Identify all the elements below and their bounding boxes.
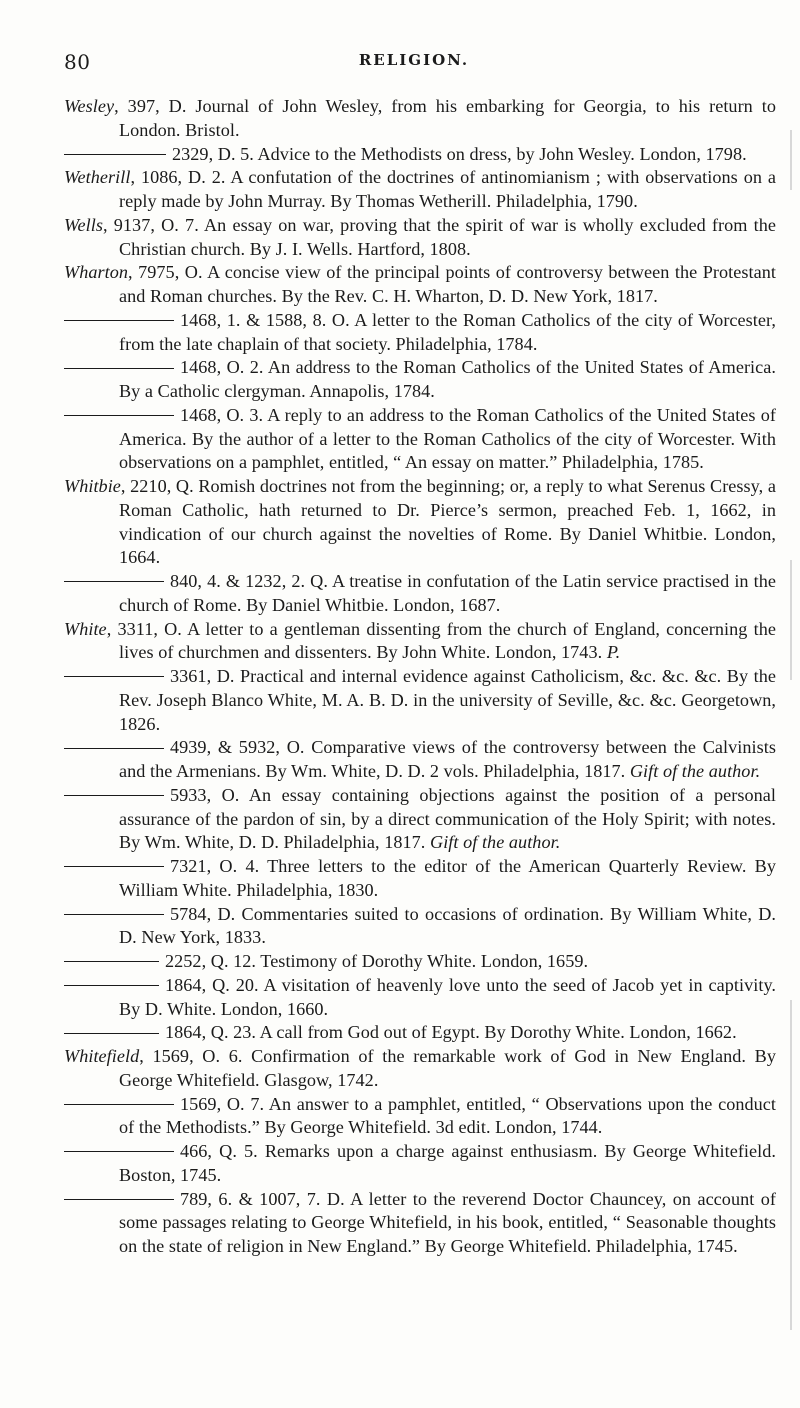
catalog-entry [64, 356, 776, 404]
ditto-rule [64, 985, 159, 986]
catalog-entry [64, 1140, 776, 1188]
entry-text: 5933, O. An essay containing objections against the position of a personal assurance of the pardon of sin, by a direct communication of the Holy Spirit; with notes. By Wm. White, D. D. Philadelphia, 1817. [119, 784, 776, 853]
catalog-entry [64, 1093, 776, 1141]
ditto-rule [64, 866, 164, 867]
page-number: 80 [64, 50, 91, 74]
catalog-entry [64, 95, 776, 143]
ditto-rule [64, 368, 174, 369]
ditto-rule [64, 415, 174, 416]
entry-heading: Wells [64, 214, 103, 235]
catalog-entry [64, 570, 776, 618]
entry-text: 2252, Q. 12. Testimony of Dorothy White. London, 1659. [165, 951, 589, 971]
ditto-rule [64, 1104, 174, 1105]
entry-text: 1569, O. 7. An answer to a pamphlet, entitled, “ Observations upon the conduct of the Methodists.” By George Whitefield. 3d edit. London, 1744. [119, 1093, 776, 1138]
catalog-entry [64, 974, 776, 1022]
entry-heading: Wetherill [64, 167, 131, 188]
ditto-rule [64, 795, 164, 796]
ditto-rule [64, 1199, 174, 1200]
entry-text: 1468, 1. & 1588, 8. O. A letter to the Roman Catholics of the city of Worcester, from the late chaplain of that society. Philadelphia, 1784. [119, 309, 776, 354]
entry-note: P. [606, 642, 621, 663]
entry-text: 1468, O. 2. An address to the Roman Catholics of the United States of America. By a Catholic clergyman. Annapolis, 1784. [119, 357, 776, 401]
ditto-rule [64, 1151, 174, 1152]
ditto-rule [64, 748, 164, 749]
entry-text: 1468, O. 3. A reply to an address to the Roman Catholics of the United States of America. By the author of a letter to the Roman Catholics of the city of Worcester. With observations on a pamphlet, entitled, “ An essay on matter.” Philadelphia, 1785. [119, 404, 776, 473]
catalog-entry [64, 1021, 776, 1045]
catalog-entry [64, 475, 776, 570]
entry-text: , 1569, O. 6. Confirmation of the remarkable work of God in New England. By George Whitefield. Glasgow, 1742. [119, 1046, 776, 1090]
section-title: RELIGION. [358, 51, 470, 69]
catalog-entry [64, 665, 776, 736]
catalog-entry [64, 784, 776, 855]
catalog-entry [64, 736, 776, 784]
catalog-entry [64, 166, 776, 214]
entry-heading: Whitefield [64, 1046, 140, 1066]
entry-text: 840, 4. & 1232, 2. Q. A treatise in confutation of the Latin service practised in the church of Rome. By Daniel Whitbie. London, 1687. [119, 571, 776, 615]
entry-text: 1864, Q. 20. A visitation of heavenly love unto the seed of Jacob yet in captivity. By D. White. London, 1660. [119, 974, 776, 1019]
catalog-entry [64, 214, 776, 262]
entry-text: 2329, D. 5. Advice to the Methodists on dress, by John Wesley. London, 1798. [172, 143, 747, 164]
ditto-rule [64, 154, 166, 155]
running-head [64, 50, 764, 80]
catalog-entry [64, 404, 776, 475]
catalog-entry [64, 1188, 776, 1259]
ditto-rule [64, 914, 164, 915]
entry-text: 7321, O. 4. Three letters to the editor of the American Quarterly Review. By William White. Philadelphia, 1830. [119, 856, 776, 900]
entry-heading: Whitbie [64, 476, 121, 496]
catalog-entry [64, 309, 776, 357]
ditto-rule [64, 676, 164, 677]
catalog-entry [64, 855, 776, 903]
entry-heading: Wharton [64, 262, 129, 283]
entry-text: , 9137, O. 7. An essay on war, proving that the spirit of war is wholly excluded from the Christian church. By J. I. Wells. Hartford, 1808. [103, 214, 776, 259]
catalog-entry [64, 261, 776, 309]
catalog-entry [64, 618, 776, 666]
entry-note: Gift of the author. [430, 832, 561, 853]
catalog-entry [64, 143, 776, 167]
entry-text: 1864, Q. 23. A call from God out of Egypt. By Dorothy White. London, 1662. [165, 1022, 737, 1043]
entry-text: 789, 6. & 1007, 7. D. A letter to the reverend Doctor Chauncey, on account of some passages relating to George Whitefield, in his book, entitled, “ Seasonable thoughts on the state of religion in New England.” By George Whitefield. Philadelphia, 1745. [119, 1188, 776, 1256]
entry-text: 3361, D. Practical and internal evidence against Catholicism, &c. &c. &c. By the Rev. Joseph Blanco White, M. A. B. D. in the university of Seville, &c. &c. Georgetown, 1826. [119, 666, 776, 734]
entry-text: 5784, D. Commentaries suited to occasions of ordination. By William White, D. D. New York, 1833. [119, 903, 776, 948]
entry-text: 4939, & 5932, O. Comparative views of the controversy between the Calvinists and the Armenians. By Wm. White, D. D. 2 vols. Philadelphia, 1817. [119, 737, 776, 781]
entry-text: , 3311, O. A letter to a gentleman dissenting from the church of England, concerning the lives of churchmen and dissenters. By John White. London, 1743. [106, 618, 776, 663]
entry-text: , 2210, Q. Romish doctrines not from the beginning; or, a reply to what Serenus Cressy, a Roman Catholic, hath returned to Dr. Pierce’s sermon, preached Feb. 1, 1662, in vindication of our church against the novelties of Rome. By Daniel Whitbie. London, 1664. [119, 476, 776, 568]
catalog-entry [64, 1045, 776, 1093]
entry-text: 466, Q. 5. Remarks upon a charge against enthusiasm. By George Whitefield. Boston, 1745. [119, 1141, 776, 1185]
ditto-rule [64, 961, 159, 962]
page-edge-shadow [790, 1000, 792, 1330]
ditto-rule [64, 320, 174, 321]
entry-text: , 7975, O. A concise view of the principal points of controversy between the Protestant and Roman churches. By the Rev. C. H. Wharton, D. D. New York, 1817. [119, 262, 776, 306]
page-edge-shadow [790, 130, 792, 190]
entry-note: Gift of the author. [629, 761, 761, 781]
catalog-entry [64, 903, 776, 951]
catalog-entry [64, 950, 776, 974]
entry-text: , 1086, D. 2. A confutation of the doctrines of antinomianism ; with observations on a reply made by John Murray. By Thomas Wetherill. Philadelphia, 1790. [119, 167, 776, 211]
entry-heading: Wesley [64, 96, 115, 116]
entry-text: , 397, D. Journal of John Wesley, from his embarking for Georgia, to his return to London. Bristol. [114, 96, 776, 140]
entry-heading: White [64, 618, 107, 639]
page-edge-shadow [790, 560, 792, 680]
ditto-rule [64, 581, 164, 582]
ditto-rule [64, 1033, 159, 1034]
catalog-entries [64, 95, 776, 1259]
